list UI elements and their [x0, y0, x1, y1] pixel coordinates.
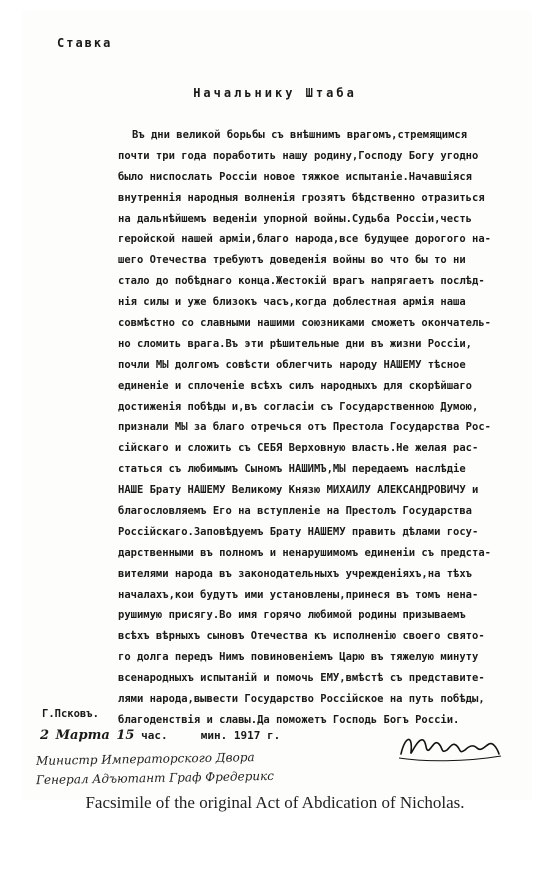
- document-line: вителями народа въ законодательныхъ учрежденіяхъ,на тѣхъ: [118, 567, 473, 580]
- date-hour: 15: [116, 728, 135, 743]
- document-line: всѣхъ вѣрныхъ сыновъ Отечества къ исполненію своего свято-: [118, 630, 485, 643]
- addressee: Начальнику Штаба: [193, 86, 357, 100]
- handwritten-signature: [395, 728, 505, 764]
- document-line: совмѣстно со славными нашими союзниками сможетъ окончатель-: [118, 317, 491, 330]
- document-line: нія силы и уже близокъ часъ,когда доблестная армія наша: [118, 296, 466, 309]
- document-line: НАШЕ Брату НАШЕМУ Великому Князю МИХАИЛУ АЛЕКСАНДРОВИЧУ и: [118, 484, 479, 497]
- document-line: геройской нашей арміи,благо народа,все будущее дорогого на-: [118, 233, 491, 246]
- document-line: единеніе и сплоченіе всѣхъ силъ народныхъ для скорѣйшаго: [118, 379, 473, 392]
- document-line: внутреннія народныя волненія грозятъ бѣдственно отразиться: [118, 191, 485, 204]
- document-line: лями народа,вывести Государство Россійское на путь побѣды,: [118, 693, 485, 706]
- document-line: дарственными въ полномъ и ненарушимомъ единеніи съ предста-: [118, 546, 491, 559]
- date-month: Марта: [55, 728, 110, 743]
- document-line: рушимую присягу.Во имя горячо любимой родины призываемъ: [118, 609, 466, 622]
- document-line: но сломить врага.Въ эти рѣшительные дни въ жизни Россіи,: [118, 337, 473, 350]
- date-min-label: мин.: [200, 729, 228, 742]
- date-hours-label: час.: [141, 729, 168, 742]
- document-line: Въ дни великой борьбы съ внѣшнимъ врагомъ,стремящимся: [132, 129, 468, 141]
- document-line: достиженія побѣды и,въ согласіи съ Государственною Думою,: [118, 400, 479, 413]
- document-line: шего Отечества требуютъ доведенія войны во что бы то ни: [118, 254, 466, 267]
- document-line: почти три года поработить нашу родину,Господу Богу угодно: [118, 149, 479, 162]
- countersign-line-1: Министр Императорского Двора: [35, 750, 255, 768]
- document-line: го долга передъ Нимъ повиновеніемъ Царю въ тяжелую минуту: [118, 651, 479, 664]
- document-line: благоденствія и славы.Да поможетъ Господь Богъ Россіи.: [118, 713, 460, 726]
- document-line: Россійскаго.Заповѣдуемъ Брату НАШЕМУ править дѣлами госу-: [118, 525, 479, 538]
- document-line: статься съ любимымъ Сыномъ НАШИМЪ,МЫ передаемъ наслѣдіе: [118, 463, 466, 476]
- heading-stavka: Ставка: [57, 36, 113, 50]
- date-line: [40, 728, 280, 743]
- manifesto-body: [118, 125, 518, 731]
- document-line: на дальнѣйшемъ веденіи упорной войны.Судьба Россіи,честь: [118, 212, 473, 225]
- document-line: признали МЫ за благо отречься отъ Престола Государства Рос-: [118, 421, 491, 434]
- document-line: стало до побѣднаго конца.Жестокій врагъ напрягаетъ послѣд-: [118, 275, 485, 288]
- countersign-line-2: Генерал Адъютант Граф Фредерикс: [35, 768, 275, 788]
- document-line: было ниспослать Россіи новое тяжкое испытаніе.Начавшіяся: [118, 170, 473, 183]
- document-line: сійскаго и сложить съ СЕБЯ Верховную власть.Не желая рас-: [118, 442, 479, 455]
- image-caption: Facsimile of the original Act of Abdication of Nicholas.: [85, 793, 465, 812]
- document-line: всенародныхъ испытаній и помочь ЕМУ,вмѣстѣ съ представите-: [118, 672, 485, 685]
- date-year: 1917 г.: [233, 729, 281, 742]
- document-line: благословляемъ Его на вступленіе на Престолъ Государства: [118, 505, 473, 518]
- date-day: 2: [40, 728, 50, 743]
- document-line: началахъ,кои будутъ ими установлены,принеся въ томъ нена-: [118, 588, 479, 601]
- place-line: Г.Псковъ.: [42, 708, 99, 720]
- document-line: почли МЫ долгомъ совѣсти облегчить народу НАШЕМУ тѣсное: [118, 358, 466, 371]
